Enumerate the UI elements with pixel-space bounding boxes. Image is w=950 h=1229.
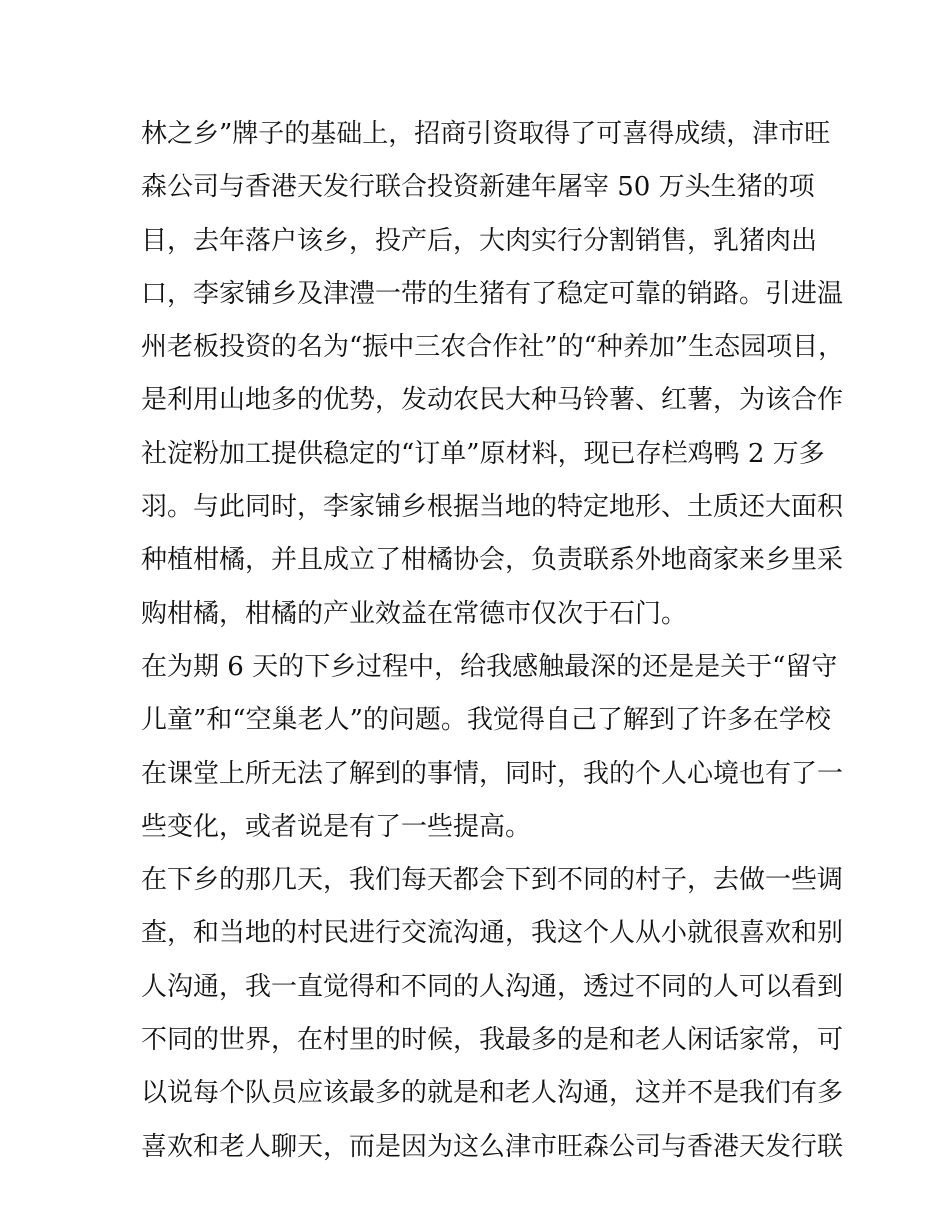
- text-line: 社淀粉加工提供稳定的“订单”原材料，现已存栏鸡鸭 2 万多: [141, 438, 825, 469]
- text-line: 购柑橘，柑橘的产业效益在常德市仅次于石门。: [141, 598, 688, 629]
- text-line: 以说每个队员应该最多的就是和老人沟通，这并不是我们有多: [141, 1078, 844, 1109]
- text-line: 种植柑橘，并且成立了柑橘协会，负责联系外地商家来乡里采: [141, 545, 844, 576]
- text-line: 林之乡”牌子的基础上，招商引资取得了可喜得成绩，津市旺: [141, 119, 831, 149]
- text-line: 羽。与此同时，李家铺乡根据当地的特定地形、土质还大面积: [141, 492, 844, 523]
- text-line: 在下乡的那几天，我们每天都会下到不同的村子，去做一些调: [141, 865, 844, 896]
- text-line: 查，和当地的村民进行交流沟通，我这个人从小就很喜欢和别: [141, 918, 844, 949]
- body-text: [141, 108, 845, 1174]
- text-line: 不同的世界，在村里的时候，我最多的是和老人闲话家常，可: [141, 1025, 844, 1056]
- text-line: 是利用山地多的优势，发动农民大种马铃薯、红薯，为该合作: [141, 385, 844, 416]
- text-line: 在课堂上所无法了解到的事情，同时，我的个人心境也有了一: [141, 758, 844, 789]
- text-line: 人沟通，我一直觉得和不同的人沟通，透过不同的人可以看到: [141, 971, 844, 1002]
- text-line: 目，去年落户该乡，投产后，大肉实行分割销售，乳猪肉出: [141, 225, 818, 256]
- text-line: 儿童”和“空巢老人”的问题。我觉得自己了解到了许多在学校: [141, 705, 831, 736]
- text-line: 喜欢和老人聊天，而是因为这么津市旺森公司与香港天发行联: [141, 1131, 844, 1162]
- text-line: 口，李家铺乡及津澧一带的生猪有了稳定可靠的销路。引进温: [141, 278, 844, 309]
- text-line: 些变化，或者说是有了一些提高。: [141, 811, 532, 842]
- text-line: 州老板投资的名为“振中三农合作社”的“种养加”生态园项目，: [141, 332, 845, 363]
- text-line: 在为期 6 天的下乡过程中，给我感触最深的还是是关于“留守: [141, 651, 838, 682]
- text-line: 森公司与香港天发行联合投资新建年屠宰 50 万头生猪的项: [141, 172, 815, 203]
